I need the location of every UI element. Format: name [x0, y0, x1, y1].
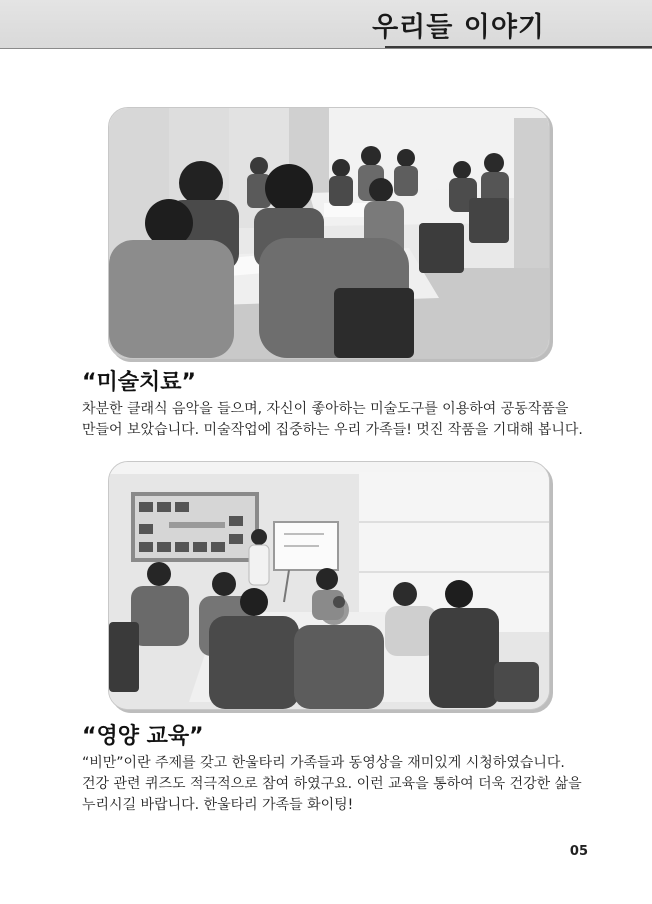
body-line: “비만”이란 주제를 갖고 한울타리 가족들과 동영상을 재미있게 시청하였습니다. — [82, 755, 565, 771]
section-body-art-therapy — [82, 399, 582, 441]
page-number: 05 — [569, 844, 588, 859]
nutrition-education-photo-illustration — [109, 462, 549, 709]
title-underline — [385, 46, 652, 48]
art-therapy-photo — [108, 107, 550, 359]
section-body-nutrition-education — [82, 753, 582, 816]
body-line: 건강 관련 퀴즈도 적극적으로 참여 하였구요. 이런 교육을 통하여 더욱 건강한 삶을 — [82, 776, 582, 792]
section-title-nutrition-education: “영양 교육” — [82, 724, 204, 749]
body-line: 누리시길 바랍니다. 한울타리 가족들 화이팅! — [82, 797, 354, 813]
page-title: 우리들 이야기 — [372, 12, 545, 43]
header-bar — [0, 0, 652, 49]
art-therapy-photo-illustration — [109, 108, 549, 358]
section-title-art-therapy: “미술치료” — [82, 370, 196, 395]
body-line: 만들어 보았습니다. 미술작업에 집중하는 우리 가족들! 멋진 작품을 기대해 봅니다. — [82, 422, 583, 438]
body-line: 차분한 클래식 음악을 들으며, 자신이 좋아하는 미술도구를 이용하여 공동작품을 — [82, 401, 569, 417]
nutrition-education-photo — [108, 461, 550, 710]
